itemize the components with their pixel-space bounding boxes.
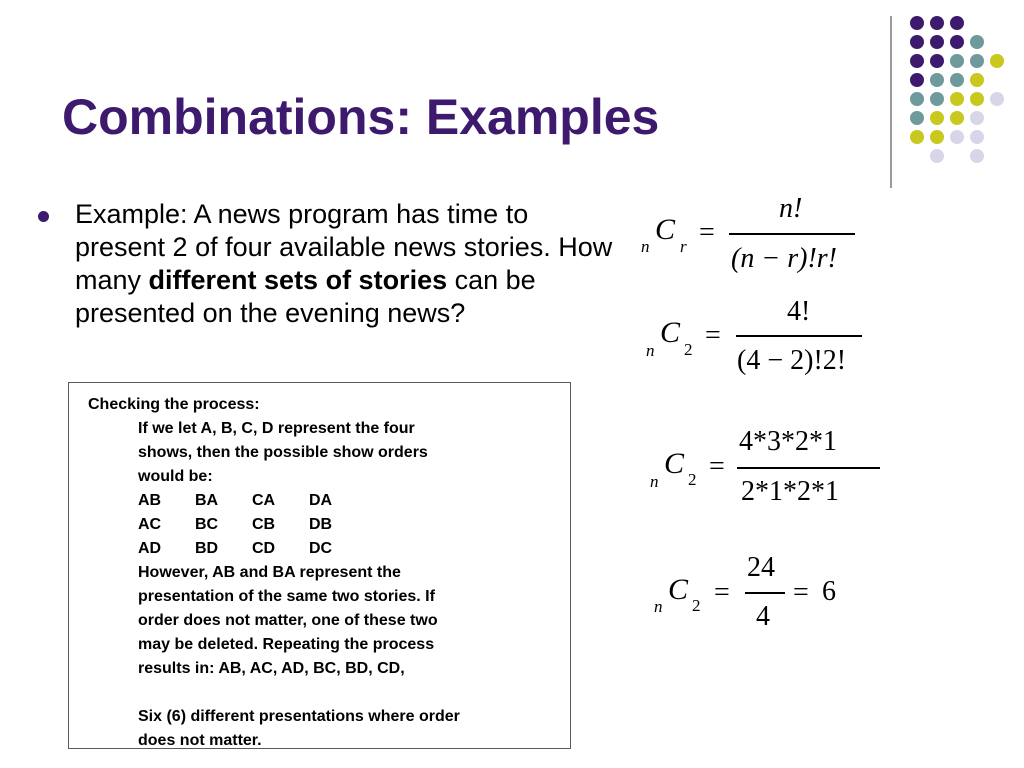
pairs-row	[138, 513, 460, 537]
decorative-dot	[910, 35, 924, 49]
bullet-text-part1: Example: A news program has time to present 2 of four available news stories. How many	[75, 199, 613, 295]
formula-sub-right: 2	[688, 470, 697, 489]
formula-denominator: 2*1*2*1	[741, 476, 839, 507]
spacer	[138, 681, 460, 705]
formula-sub-right: 2	[684, 340, 693, 359]
formula-equals: =	[705, 320, 721, 351]
formula-equals: =	[709, 451, 725, 482]
decorative-dot	[910, 92, 924, 106]
formula-equals: =	[714, 577, 730, 608]
decorative-dot	[930, 130, 944, 144]
explanation-line: presentation of the same two stories. If	[138, 588, 435, 605]
formula-numerator: 4*3*2*1	[739, 426, 837, 457]
decorative-dot	[910, 111, 924, 125]
pair: AD	[138, 540, 162, 557]
decorative-dot	[950, 54, 964, 68]
pair: AB	[138, 492, 162, 509]
pair: BD	[195, 540, 219, 557]
decorative-dot	[970, 73, 984, 87]
slide-title: Combinations: Examples	[62, 89, 660, 145]
process-box-text	[88, 393, 460, 753]
pair: DA	[309, 492, 333, 509]
formula-c: C	[655, 213, 676, 246]
pair: CA	[252, 492, 276, 509]
pairs-row	[138, 537, 460, 561]
pair: DC	[309, 540, 333, 557]
formula-c: C	[668, 573, 689, 606]
pair: DB	[309, 516, 333, 533]
explanation-line: may be deleted. Repeating the process	[138, 636, 435, 653]
decorative-dot	[970, 92, 984, 106]
explanation-line: results in: AB, AC, AD, BC, BD, CD,	[138, 660, 405, 677]
decorative-dot	[910, 54, 924, 68]
decorative-dot	[950, 92, 964, 106]
explanation-line: order does not matter, one of these two	[138, 612, 438, 629]
formula-c: C	[660, 316, 681, 349]
formula-denominator: (n − r)!r!	[731, 243, 837, 274]
decorative-dot	[970, 54, 984, 68]
decorative-dot	[930, 35, 944, 49]
formula-denominator: 4	[756, 601, 770, 632]
explanation-line: However, AB and BA represent the	[138, 564, 401, 581]
decorative-dot	[910, 16, 924, 30]
formula-sub-left: n	[654, 597, 663, 616]
decorative-dot	[970, 149, 984, 163]
decorative-dot	[930, 54, 944, 68]
formula-sub-left: n	[646, 341, 655, 360]
decorative-dot	[950, 111, 964, 125]
decorative-dot	[930, 16, 944, 30]
decorative-dot	[930, 111, 944, 125]
fraction-bar	[736, 335, 862, 337]
decorative-dot	[910, 130, 924, 144]
decorative-dot	[950, 35, 964, 49]
formula-sub-right: 2	[692, 596, 701, 615]
pair: CB	[252, 516, 276, 533]
formula-denominator: (4 − 2)!2!	[737, 345, 847, 376]
formula-c: C	[664, 447, 685, 480]
formula-numerator: 24	[747, 552, 775, 583]
bullet-text-bold: different sets of stories	[148, 265, 448, 295]
decorative-dot	[950, 73, 964, 87]
fraction-bar	[737, 467, 880, 469]
pair: BA	[195, 492, 219, 509]
formula-sub-left: n	[650, 472, 659, 491]
pair: BC	[195, 516, 219, 533]
pair: AC	[138, 516, 162, 533]
bullet-text	[75, 198, 620, 330]
pair: CD	[252, 540, 276, 557]
bullet-marker	[38, 211, 49, 222]
box-intro	[88, 417, 460, 753]
decorative-dot	[930, 149, 944, 163]
fraction-bar	[745, 592, 785, 594]
box-heading: Checking the process:	[88, 396, 260, 413]
conclusion-line: Six (6) different presentations where order	[138, 708, 460, 725]
fraction-bar	[729, 233, 855, 235]
decorative-dot	[910, 73, 924, 87]
decorative-dot	[990, 54, 1004, 68]
decorative-dot	[970, 111, 984, 125]
pairs-row	[138, 489, 460, 513]
formula-equals-2: =	[793, 577, 809, 608]
intro-line: would be:	[138, 468, 213, 485]
formula-answer: 6	[822, 576, 836, 607]
decorative-dot	[950, 130, 964, 144]
formula-sub-right: r	[680, 237, 687, 256]
formula-numerator: n!	[779, 193, 803, 224]
decorative-dot	[990, 92, 1004, 106]
bullet-text-part2: can be presented on the evening news?	[75, 265, 536, 328]
formula-equals: =	[699, 217, 715, 248]
conclusion-line: does not matter.	[138, 732, 262, 749]
intro-line: If we let A, B, C, D represent the four	[138, 420, 415, 437]
decorative-dot	[930, 92, 944, 106]
decorative-dot	[930, 73, 944, 87]
formula-numerator: 4!	[787, 296, 811, 327]
decorative-dot	[970, 130, 984, 144]
decorative-dot	[950, 16, 964, 30]
formula-sub-left: n	[641, 237, 650, 256]
decorative-dot	[970, 35, 984, 49]
intro-line: shows, then the possible show orders	[138, 444, 428, 461]
decorative-vertical-line	[890, 16, 892, 188]
